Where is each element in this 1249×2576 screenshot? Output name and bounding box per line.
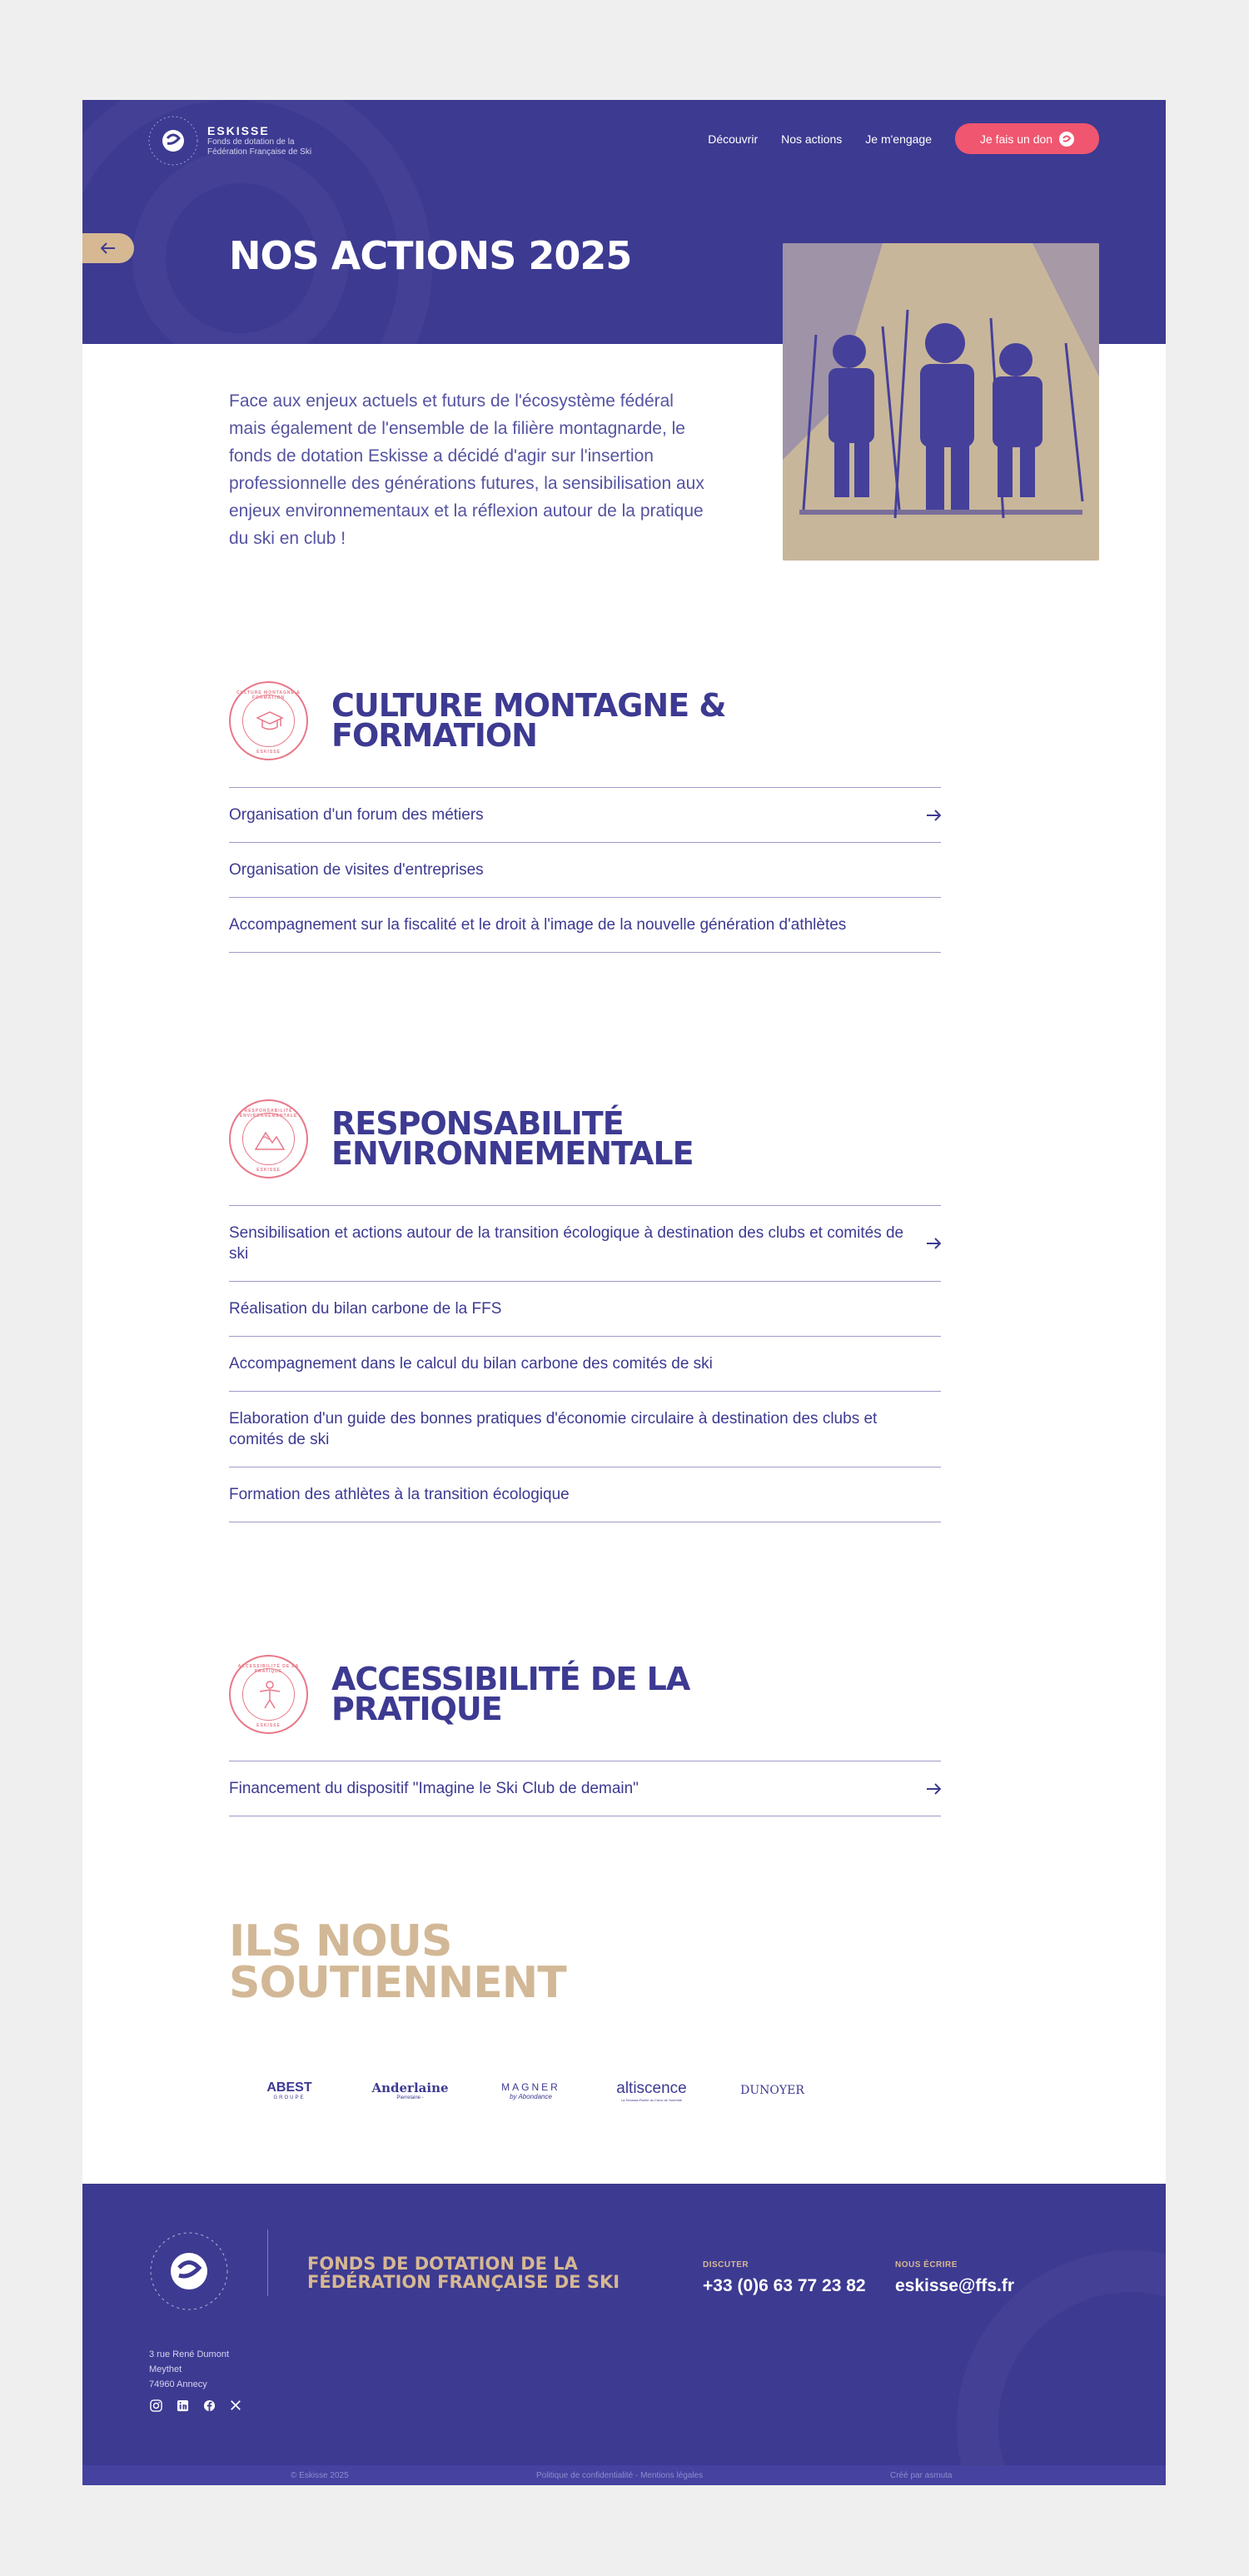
email-link[interactable]: eskisse@ffs.fr [895, 2276, 1015, 2295]
action-item-label: Financement du dispositif "Imagine le Ski Club de demain" [229, 1780, 639, 1797]
linkedin-icon[interactable] [176, 2399, 189, 2412]
brand-subtitle-1: Fonds de dotation de la [207, 137, 295, 147]
footer-title-line1: FONDS DE DOTATION DE LA [307, 2254, 578, 2274]
action-item-label: Accompagnement sur la fiscalité et le droit à l'image de la nouvelle génération d'athlètes [229, 916, 847, 934]
address-line: 74960 Annecy [149, 2379, 207, 2389]
social-links [149, 2399, 256, 2412]
section-title-line2: ENVIRONNEMENTALE [331, 1135, 694, 1172]
sponsor-logo[interactable] [350, 2065, 470, 2115]
eskisse-mark-icon [1059, 132, 1074, 147]
badge-bottom-label: ESKISSE [256, 749, 281, 755]
site-footer [82, 2184, 1166, 2485]
site-logo[interactable] [147, 115, 311, 167]
footer-address [149, 2347, 229, 2392]
sponsor-name: DUNOYER [740, 2084, 804, 2097]
back-button[interactable] [82, 233, 134, 263]
footer-phone-block [703, 2260, 866, 2296]
section-badge [229, 681, 308, 760]
section-title-line1: RESPONSABILITÉ [331, 1105, 624, 1142]
instagram-icon[interactable] [149, 2399, 162, 2412]
arrow-right-icon [926, 1783, 941, 1795]
hero-photo [783, 243, 1099, 561]
action-item-label: Organisation d'un forum des métiers [229, 806, 484, 824]
sponsor-tag: Pierrelaine - [396, 2095, 424, 2100]
x-icon[interactable] [229, 2399, 242, 2412]
badge-bottom-label: ESKISSE [256, 1722, 281, 1728]
address-line: Meythet [149, 2364, 182, 2374]
action-item-label: Réalisation du bilan carbone de la FFS [229, 1300, 502, 1318]
action-item[interactable] [229, 788, 941, 843]
legal-links[interactable]: Politique de confidentialité - Mentions légales [536, 2470, 704, 2480]
sponsor-tag: GROUPE [273, 2095, 306, 2100]
sponsor-logos [229, 2065, 833, 2115]
brand-name: ESKISSE [207, 124, 270, 137]
copyright-text: © Eskisse 2025 [291, 2470, 349, 2480]
section-title-line1: CULTURE MONTAGNE & [331, 687, 726, 724]
page-container [82, 100, 1166, 2485]
action-item[interactable] [229, 1337, 941, 1392]
action-item[interactable] [229, 1206, 941, 1282]
section-badge [229, 1099, 308, 1178]
action-item[interactable] [229, 1392, 941, 1467]
footer-bottom-bar [82, 2465, 1166, 2485]
section-culture-montagne [229, 679, 941, 953]
action-list [229, 1761, 941, 1816]
supporters-heading-line1: ILS NOUS [229, 1916, 452, 1966]
address-line: 3 rue René Dumont [149, 2349, 229, 2359]
badge-label: CULTURE MONTAGNE & FORMATION [236, 690, 301, 700]
phone-link[interactable]: +33 (0)6 63 77 23 82 [703, 2276, 866, 2295]
footer-email-block [895, 2260, 1014, 2296]
action-item[interactable] [229, 1761, 941, 1816]
badge-label: RESPONSABILITÉ ENVIRONNEMENTALE [239, 1108, 298, 1119]
footer-divider [267, 2230, 268, 2296]
footer-logo-icon[interactable] [147, 2230, 231, 2313]
action-item[interactable] [229, 1282, 941, 1337]
section-responsabilite [229, 1097, 941, 1522]
sponsor-name: Anderlaine [371, 2080, 449, 2095]
main-nav [684, 123, 1099, 154]
supporters-heading-line2: SOUTIENNENT [229, 1958, 566, 2008]
action-list [229, 787, 941, 953]
donate-button[interactable] [955, 123, 1099, 154]
nav-decouvrir[interactable]: Découvrir [708, 132, 759, 146]
nav-nos-actions[interactable]: Nos actions [781, 132, 843, 146]
footer-title-line2: FÉDÉRATION FRANÇAISE DE SKI [307, 2272, 620, 2292]
section-accessibilite [229, 1652, 941, 1816]
sponsor-logo[interactable] [712, 2065, 833, 2115]
action-item[interactable] [229, 898, 941, 953]
sponsor-logo[interactable] [229, 2065, 350, 2115]
facebook-icon[interactable] [202, 2399, 216, 2412]
action-item-label: Sensibilisation et actions autour de la transition écologique à destination des clubs et comités de ski [229, 1224, 904, 1263]
section-title-line2: FORMATION [331, 717, 537, 754]
arrow-left-icon [101, 242, 116, 254]
sponsor-name: MAGNER [501, 2080, 560, 2093]
nav-je-m-engage[interactable]: Je m'engage [865, 132, 932, 146]
person-icon [257, 1680, 282, 1710]
intro-text: Face aux enjeux actuels et futurs de l'écosystème fédéral mais également de l'ensemble de la filière montagnarde, le fonds de dotation Eskisse a décidé d'agir sur l'insertion professionnelle des générations futures, la sensibilisation aux enjeux environnementaux et la réflexion autour de la pratique du ski en club ! [229, 391, 704, 548]
email-label: NOUS ÉCRIRE [895, 2260, 958, 2270]
graduation-cap-icon [256, 710, 284, 735]
sponsor-name: altiscence [616, 2079, 687, 2097]
phone-label: DISCUTER [703, 2260, 749, 2270]
sponsor-logo[interactable] [591, 2065, 712, 2115]
page-title: NOS ACTIONS 2025 [229, 233, 632, 278]
eskisse-logo-icon [147, 115, 199, 167]
sponsor-name: ABEST [266, 2080, 312, 2095]
brand-subtitle-2: Fédération Française de Ski [207, 147, 312, 157]
arrow-right-icon [926, 1238, 941, 1249]
arrow-right-icon [926, 810, 941, 821]
action-item-label: Accompagnement dans le calcul du bilan carbone des comités de ski [229, 1355, 713, 1373]
section-badge [229, 1655, 308, 1734]
supporters-heading [229, 1916, 566, 2008]
action-item[interactable] [229, 843, 941, 898]
mountain-icon [254, 1128, 286, 1151]
action-list [229, 1205, 941, 1522]
badge-bottom-label: ESKISSE [256, 1167, 281, 1173]
sponsor-logo[interactable] [470, 2065, 591, 2115]
section-title-line2: PRATIQUE [331, 1691, 502, 1727]
credit-link[interactable]: Créé par asmuta [890, 2470, 953, 2480]
action-item-label: Elaboration d'un guide des bonnes pratiques d'économie circulaire à destination des clubs et comités de ski [229, 1410, 878, 1448]
section-title-line1: ACCESSIBILITÉ DE LA [331, 1661, 690, 1697]
action-item-label: Formation des athlètes à la transition écologique [229, 1486, 570, 1503]
sponsor-tag: La Terrasse-Ruelle du Cœur de Yosemite [620, 2097, 683, 2102]
sponsor-tag: by Abondance [510, 2092, 552, 2100]
action-item-label: Organisation de visites d'entreprises [229, 861, 484, 879]
footer-title [307, 2255, 620, 2291]
action-item[interactable] [229, 1467, 941, 1522]
badge-label: ACCESSIBILITÉ DE LA PRATIQUE [237, 1663, 300, 1674]
donate-label: Je fais un don [979, 132, 1053, 146]
